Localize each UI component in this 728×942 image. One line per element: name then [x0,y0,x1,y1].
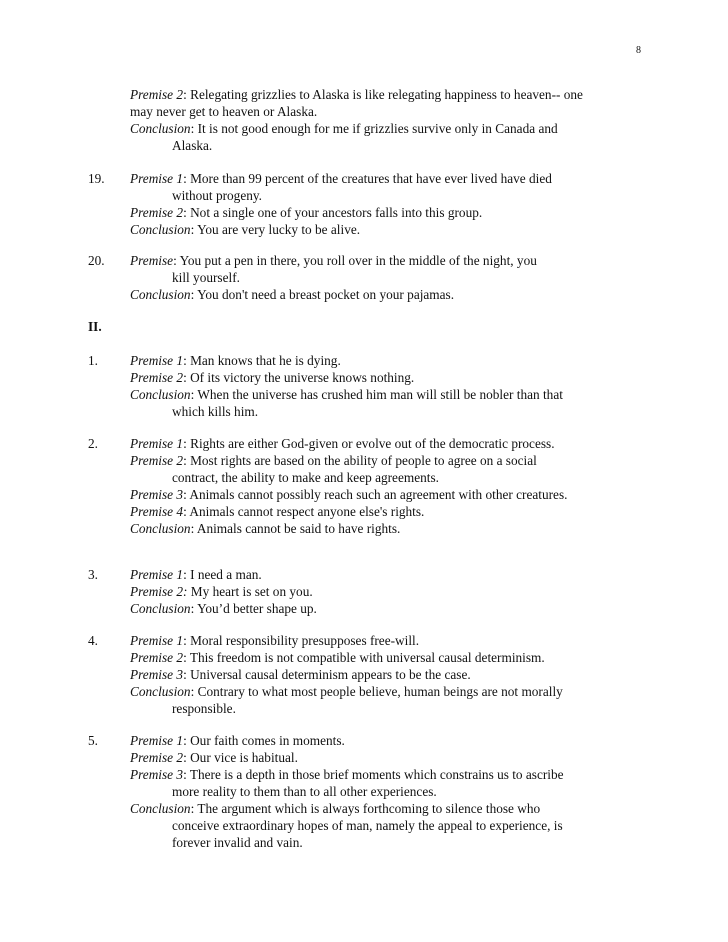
conclusion-text: : You don't need a breast pocket on your pajamas. [190,287,455,302]
premise-label: Premise 3 [130,487,184,502]
premise-line [130,369,414,386]
premise-text: : I need a man. [183,567,262,582]
conclusion-text: : Contrary to what most people believe, human beings are not morally [190,684,563,699]
premise-text: : More than 99 percent of the creatures that have ever lived have died [183,171,552,186]
premise-text: : Universal causal determinism appears to be the case. [183,667,471,682]
premise-line [130,503,424,520]
premise-line [130,252,537,269]
premise-text: : Relegating grizzlies to Alaska is like relegating happiness to heaven-- one [183,87,583,102]
premise-label: Premise 2 [130,750,184,765]
conclusion-continuation: responsible. [172,701,236,716]
premise-line [130,583,313,600]
premise-text: : Moral responsibility presupposes free-will. [183,633,420,648]
premise-line [130,352,341,369]
premise-line [130,732,345,749]
premise-text: : Man knows that he is dying. [183,353,341,368]
premise-label: Premise 2: [130,584,188,599]
premise-continuation: more reality to them than to all other experiences. [172,784,437,799]
conclusion-label: Conclusion [130,222,191,237]
premise-label: Premise 3 [130,667,184,682]
conclusion-label: Conclusion [130,387,191,402]
conclusion-label: Conclusion [130,521,191,536]
premise-continuation: kill yourself. [172,270,240,285]
conclusion-label: Conclusion [130,121,191,136]
section-heading: II. [88,319,102,334]
premise-label: Premise 1 [130,567,184,582]
premise-text: : There is a depth in those brief moments which constrains us to ascribe [183,767,564,782]
premise-text: : Our faith comes in moments. [183,733,345,748]
item-number: 20. [88,253,105,268]
premise-label: Premise 1 [130,436,184,451]
item-number: 3. [88,567,98,582]
premise-label: Premise 1 [130,353,184,368]
conclusion-label: Conclusion [130,801,191,816]
premise-text: : Our vice is habitual. [183,750,298,765]
premise-text: : Not a single one of your ancestors falls into this group. [183,205,483,220]
premise-continuation: may never get to heaven or Alaska. [130,104,318,119]
premise-label: Premise 2 [130,370,184,385]
item-number: 5. [88,733,98,748]
conclusion-text: : Animals cannot be said to have rights. [190,521,401,536]
premise-text: : Rights are either God-given or evolve out of the democratic process. [183,436,555,451]
premise-continuation: contract, the ability to make and keep agreements. [172,470,439,485]
conclusion-label: Conclusion [130,287,191,302]
premise-line [130,486,567,503]
premise-text: : Animals cannot possibly reach such an agreement with other creatures. [183,487,568,502]
conclusion-text: : The argument which is always forthcoming to silence those who [190,801,541,816]
conclusion-line [130,683,563,700]
conclusion-continuation: conceive extraordinary hopes of man, namely the appeal to experience, is [172,818,563,833]
conclusion-label: Conclusion [130,684,191,699]
premise-label: Premise 2 [130,87,184,102]
conclusion-label: Conclusion [130,601,191,616]
premise-line [130,566,262,583]
conclusion-line [130,120,558,137]
premise-label: Premise 2 [130,205,184,220]
conclusion-line [130,800,540,817]
premise-text: : This freedom is not compatible with universal causal determinism. [183,650,545,665]
premise-label: Premise 3 [130,767,184,782]
conclusion-continuation: which kills him. [172,404,259,419]
premise-line [130,204,482,221]
premise-line [130,766,564,783]
premise-text: My heart is set on you. [187,584,313,599]
item-number: 19. [88,171,105,186]
premise-line [130,632,419,649]
conclusion-line [130,386,563,403]
conclusion-continuation: Alaska. [172,138,213,153]
conclusion-line [130,600,317,617]
premise-line [130,170,552,187]
premise-line [130,435,555,452]
item-number: 4. [88,633,98,648]
premise-text: : Animals cannot respect anyone else's rights. [183,504,425,519]
premise-text: : You put a pen in there, you roll over in the middle of the night, you [173,253,537,268]
premise-label: Premise 4 [130,504,184,519]
conclusion-text: : You are very lucky to be alive. [190,222,361,237]
page-number: 8 [636,45,641,56]
premise-label: Premise [130,253,174,268]
premise-label: Premise 1 [130,733,184,748]
premise-continuation: without progeny. [172,188,262,203]
premise-label: Premise 2 [130,453,184,468]
premise-label: Premise 2 [130,650,184,665]
item-number: 1. [88,353,98,368]
premise-line [130,749,298,766]
conclusion-line [130,221,360,238]
premise-line [130,666,471,683]
conclusion-text: : You’d better shape up. [190,601,317,616]
premise-line [130,86,583,103]
conclusion-line [130,286,454,303]
conclusion-line [130,520,400,537]
premise-label: Premise 1 [130,171,184,186]
premise-line [130,452,537,469]
item-number: 2. [88,436,98,451]
conclusion-text: : It is not good enough for me if grizzlies survive only in Canada and [190,121,558,136]
conclusion-continuation: forever invalid and vain. [172,835,303,850]
conclusion-text: : When the universe has crushed him man will still be nobler than that [190,387,563,402]
premise-text: : Most rights are based on the ability of people to agree on a social [183,453,537,468]
premise-line [130,649,545,666]
premise-label: Premise 1 [130,633,184,648]
premise-text: : Of its victory the universe knows nothing. [183,370,415,385]
